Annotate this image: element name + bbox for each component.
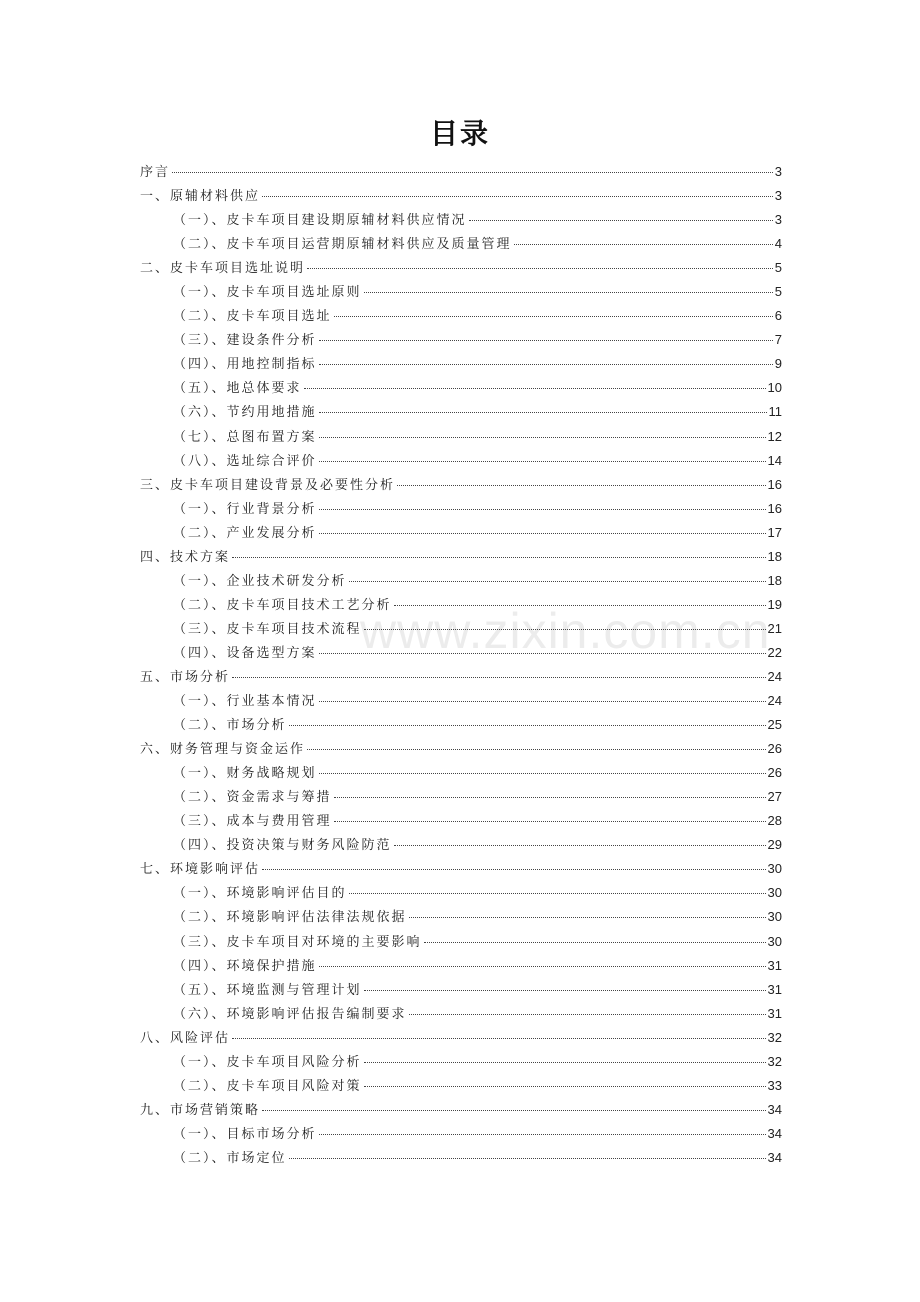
toc-entry[interactable] xyxy=(140,930,782,954)
dot-leader xyxy=(364,1086,766,1087)
toc-entry-page-number: 31 xyxy=(767,1005,782,1021)
toc-entry-label: （八）、选址综合评价 xyxy=(173,453,317,469)
toc-entry-label: （四）、设备选型方案 xyxy=(173,645,317,661)
toc-entry[interactable] xyxy=(140,280,782,304)
toc-entry[interactable] xyxy=(140,232,782,256)
toc-entry-label: （一）、财务战略规划 xyxy=(173,766,317,782)
toc-entry-page-number: 11 xyxy=(768,404,782,420)
toc-entry-page-number: 29 xyxy=(767,837,782,853)
toc-entry[interactable] xyxy=(140,713,782,737)
toc-entry-page-number: 26 xyxy=(767,765,782,781)
toc-entry-page-number: 10 xyxy=(767,380,782,396)
dot-leader xyxy=(307,268,773,269)
dot-leader xyxy=(319,412,767,413)
toc-entry-page-number: 16 xyxy=(767,500,782,516)
dot-leader xyxy=(469,220,773,221)
toc-entry-page-number: 32 xyxy=(767,1053,782,1069)
toc-entry-page-number: 24 xyxy=(767,668,782,684)
toc-entry-page-number: 31 xyxy=(767,981,782,997)
dot-leader xyxy=(319,509,766,510)
toc-entry-page-number: 34 xyxy=(767,1149,782,1165)
toc-entry-page-number: 21 xyxy=(767,620,782,636)
toc-entry-page-number: 28 xyxy=(767,813,782,829)
toc-entry-page-number: 5 xyxy=(774,260,782,276)
toc-entry[interactable] xyxy=(140,1122,782,1146)
dot-leader xyxy=(262,869,766,870)
toc-entry[interactable] xyxy=(140,978,782,1002)
toc-entry-label: （一）、皮卡车项目风险分析 xyxy=(173,1054,362,1070)
toc-entry[interactable] xyxy=(140,497,782,521)
toc-entry-label: 序言 xyxy=(140,165,171,180)
toc-entry[interactable] xyxy=(140,593,782,617)
toc-entry-label: 七、环境影响评估 xyxy=(140,862,261,878)
dot-leader xyxy=(319,966,766,967)
dot-leader xyxy=(319,653,766,654)
toc-entry-page-number: 16 xyxy=(767,476,782,492)
dot-leader xyxy=(172,172,773,173)
dot-leader xyxy=(262,1110,766,1111)
toc-entry-label: （一）、皮卡车项目建设期原辅材料供应情况 xyxy=(173,213,467,229)
toc-entry[interactable] xyxy=(140,689,782,713)
toc-entry-label: （三）、建设条件分析 xyxy=(173,333,317,349)
dot-leader xyxy=(364,629,766,630)
toc-entry[interactable] xyxy=(140,328,782,352)
toc-entry-page-number: 5 xyxy=(774,284,782,300)
toc-entry[interactable] xyxy=(140,569,782,593)
toc-entry-label: （一）、行业基本情况 xyxy=(173,694,317,710)
toc-entry-label: （五）、环境监测与管理计划 xyxy=(173,982,362,998)
toc-entry[interactable] xyxy=(140,761,782,785)
dot-leader xyxy=(232,677,766,678)
dot-leader xyxy=(364,292,773,293)
toc-entry-label: （三）、成本与费用管理 xyxy=(173,814,332,830)
toc-entry-label: 三、皮卡车项目建设背景及必要性分析 xyxy=(140,477,396,493)
toc-entry-page-number: 30 xyxy=(767,885,782,901)
toc-entry-label: 四、技术方案 xyxy=(140,549,231,565)
toc-entry-label: （二）、市场分析 xyxy=(173,718,287,734)
dot-leader xyxy=(334,797,766,798)
toc-entry-label: （二）、市场定位 xyxy=(173,1150,287,1166)
toc-entry-page-number: 9 xyxy=(774,356,782,372)
toc-entry[interactable] xyxy=(140,881,782,905)
toc-entry-page-number: 7 xyxy=(774,332,782,348)
toc-entry[interactable] xyxy=(140,521,782,545)
toc-entry[interactable] xyxy=(140,833,782,857)
toc-entry[interactable] xyxy=(140,208,782,232)
toc-entry[interactable] xyxy=(140,400,782,424)
toc-entry[interactable] xyxy=(140,785,782,809)
toc-entry-page-number: 26 xyxy=(767,741,782,757)
dot-leader xyxy=(319,437,766,438)
toc-entry[interactable] xyxy=(140,545,782,569)
dot-leader xyxy=(319,1134,766,1135)
toc-entry-label: （二）、皮卡车项目选址 xyxy=(173,309,332,325)
dot-leader xyxy=(394,845,766,846)
dot-leader xyxy=(319,340,773,341)
dot-leader xyxy=(319,701,766,702)
toc-entry-label: 八、风险评估 xyxy=(140,1030,231,1046)
toc-entry[interactable] xyxy=(140,641,782,665)
dot-leader xyxy=(319,364,773,365)
toc-entry-label: （二）、皮卡车项目风险对策 xyxy=(173,1078,362,1094)
toc-entry[interactable] xyxy=(140,665,782,689)
toc-entry-page-number: 24 xyxy=(767,693,782,709)
toc-entry[interactable] xyxy=(140,1146,782,1170)
toc-entry[interactable] xyxy=(140,473,782,497)
toc-entry[interactable] xyxy=(140,376,782,400)
dot-leader xyxy=(394,605,766,606)
toc-entry-label: 二、皮卡车项目选址说明 xyxy=(140,261,306,277)
toc-entry[interactable] xyxy=(140,449,782,473)
toc-entry-label: 一、原辅材料供应 xyxy=(140,189,261,205)
toc-entry-page-number: 17 xyxy=(767,524,782,540)
toc-entry-label: 五、市场分析 xyxy=(140,669,231,685)
toc-entry[interactable] xyxy=(140,954,782,978)
dot-leader xyxy=(232,1038,766,1039)
toc-entry-label: （三）、皮卡车项目对环境的主要影响 xyxy=(173,934,422,950)
toc-entry-page-number: 34 xyxy=(767,1125,782,1141)
dot-leader xyxy=(334,316,773,317)
toc-entry[interactable] xyxy=(140,617,782,641)
toc-entry-page-number: 33 xyxy=(767,1077,782,1093)
toc-entry-page-number: 30 xyxy=(767,909,782,925)
toc-entry[interactable] xyxy=(140,905,782,929)
dot-leader xyxy=(289,1158,766,1159)
watermark: www.zixin.com.cn xyxy=(360,603,771,659)
dot-leader xyxy=(409,917,766,918)
toc-entry-label: （三）、皮卡车项目技术流程 xyxy=(173,621,362,637)
table-of-contents xyxy=(140,160,782,1170)
toc-entry-page-number: 6 xyxy=(774,308,782,324)
toc-entry-page-number: 14 xyxy=(767,452,782,468)
toc-entry[interactable] xyxy=(140,1074,782,1098)
toc-entry[interactable] xyxy=(140,1026,782,1050)
toc-entry-label: 六、财务管理与资金运作 xyxy=(140,742,306,758)
toc-entry-label: （四）、用地控制指标 xyxy=(173,357,317,373)
toc-entry-page-number: 3 xyxy=(774,164,782,179)
toc-entry-page-number: 27 xyxy=(767,789,782,805)
toc-entry-label: （四）、投资决策与财务风险防范 xyxy=(173,838,392,854)
dot-leader xyxy=(364,1062,766,1063)
dot-leader xyxy=(289,725,766,726)
toc-entry-label: （四）、环境保护措施 xyxy=(173,958,317,974)
toc-entry-label: （一）、皮卡车项目选址原则 xyxy=(173,285,362,301)
toc-entry-page-number: 34 xyxy=(767,1101,782,1117)
dot-leader xyxy=(514,244,773,245)
toc-entry-label: （一）、企业技术研发分析 xyxy=(173,573,347,589)
toc-entry[interactable] xyxy=(140,737,782,761)
toc-entry-label: （二）、皮卡车项目运营期原辅材料供应及质量管理 xyxy=(173,237,512,253)
toc-entry-page-number: 31 xyxy=(767,957,782,973)
toc-entry-label: （二）、皮卡车项目技术工艺分析 xyxy=(173,597,392,613)
dot-leader xyxy=(262,196,773,197)
toc-entry[interactable] xyxy=(140,160,782,184)
toc-entry-label: （五）、地总体要求 xyxy=(173,381,302,397)
toc-entry[interactable] xyxy=(140,1002,782,1026)
toc-entry-page-number: 3 xyxy=(774,212,782,228)
dot-leader xyxy=(319,773,766,774)
toc-entry-page-number: 12 xyxy=(767,428,782,444)
toc-entry-page-number: 25 xyxy=(767,717,782,733)
toc-entry-page-number: 32 xyxy=(767,1029,782,1045)
toc-entry-label: （七）、总图布置方案 xyxy=(173,429,317,445)
toc-entry-page-number: 30 xyxy=(767,861,782,877)
page-title: 目录 xyxy=(429,117,490,150)
toc-entry-page-number: 4 xyxy=(774,236,782,252)
toc-entry[interactable] xyxy=(140,352,782,376)
toc-entry-label: （六）、环境影响评估报告编制要求 xyxy=(173,1006,407,1022)
toc-entry-label: （一）、行业背景分析 xyxy=(173,501,317,517)
toc-entry-page-number: 30 xyxy=(767,933,782,949)
toc-entry[interactable] xyxy=(140,256,782,280)
dot-leader xyxy=(334,821,766,822)
toc-entry-label: （一）、环境影响评估目的 xyxy=(173,886,347,902)
toc-entry-label: （六）、节约用地措施 xyxy=(173,405,317,421)
toc-entry[interactable] xyxy=(140,1098,782,1122)
toc-entry-label: （一）、目标市场分析 xyxy=(173,1126,317,1142)
toc-entry[interactable] xyxy=(140,857,782,881)
toc-entry[interactable] xyxy=(140,425,782,449)
toc-entry-page-number: 18 xyxy=(767,572,782,588)
dot-leader xyxy=(397,485,766,486)
toc-entry[interactable] xyxy=(140,304,782,328)
toc-entry-page-number: 19 xyxy=(767,596,782,612)
dot-leader xyxy=(349,893,766,894)
dot-leader xyxy=(409,1014,766,1015)
toc-entry[interactable] xyxy=(140,1050,782,1074)
dot-leader xyxy=(364,990,766,991)
dot-leader xyxy=(349,581,766,582)
toc-entry-page-number: 3 xyxy=(774,188,782,204)
dot-leader xyxy=(232,557,766,558)
dot-leader xyxy=(319,533,766,534)
toc-entry-label: （二）、环境影响评估法律法规依据 xyxy=(173,910,407,926)
dot-leader xyxy=(304,388,766,389)
toc-entry-page-number: 22 xyxy=(767,644,782,660)
toc-entry-label: （二）、资金需求与筹措 xyxy=(173,790,332,806)
dot-leader xyxy=(424,942,766,943)
toc-entry-label: 九、市场营销策略 xyxy=(140,1102,261,1118)
toc-entry-label: （二）、产业发展分析 xyxy=(173,525,317,541)
dot-leader xyxy=(319,461,766,462)
toc-entry-page-number: 18 xyxy=(767,548,782,564)
toc-entry[interactable] xyxy=(140,809,782,833)
dot-leader xyxy=(307,749,766,750)
toc-entry[interactable] xyxy=(140,184,782,208)
